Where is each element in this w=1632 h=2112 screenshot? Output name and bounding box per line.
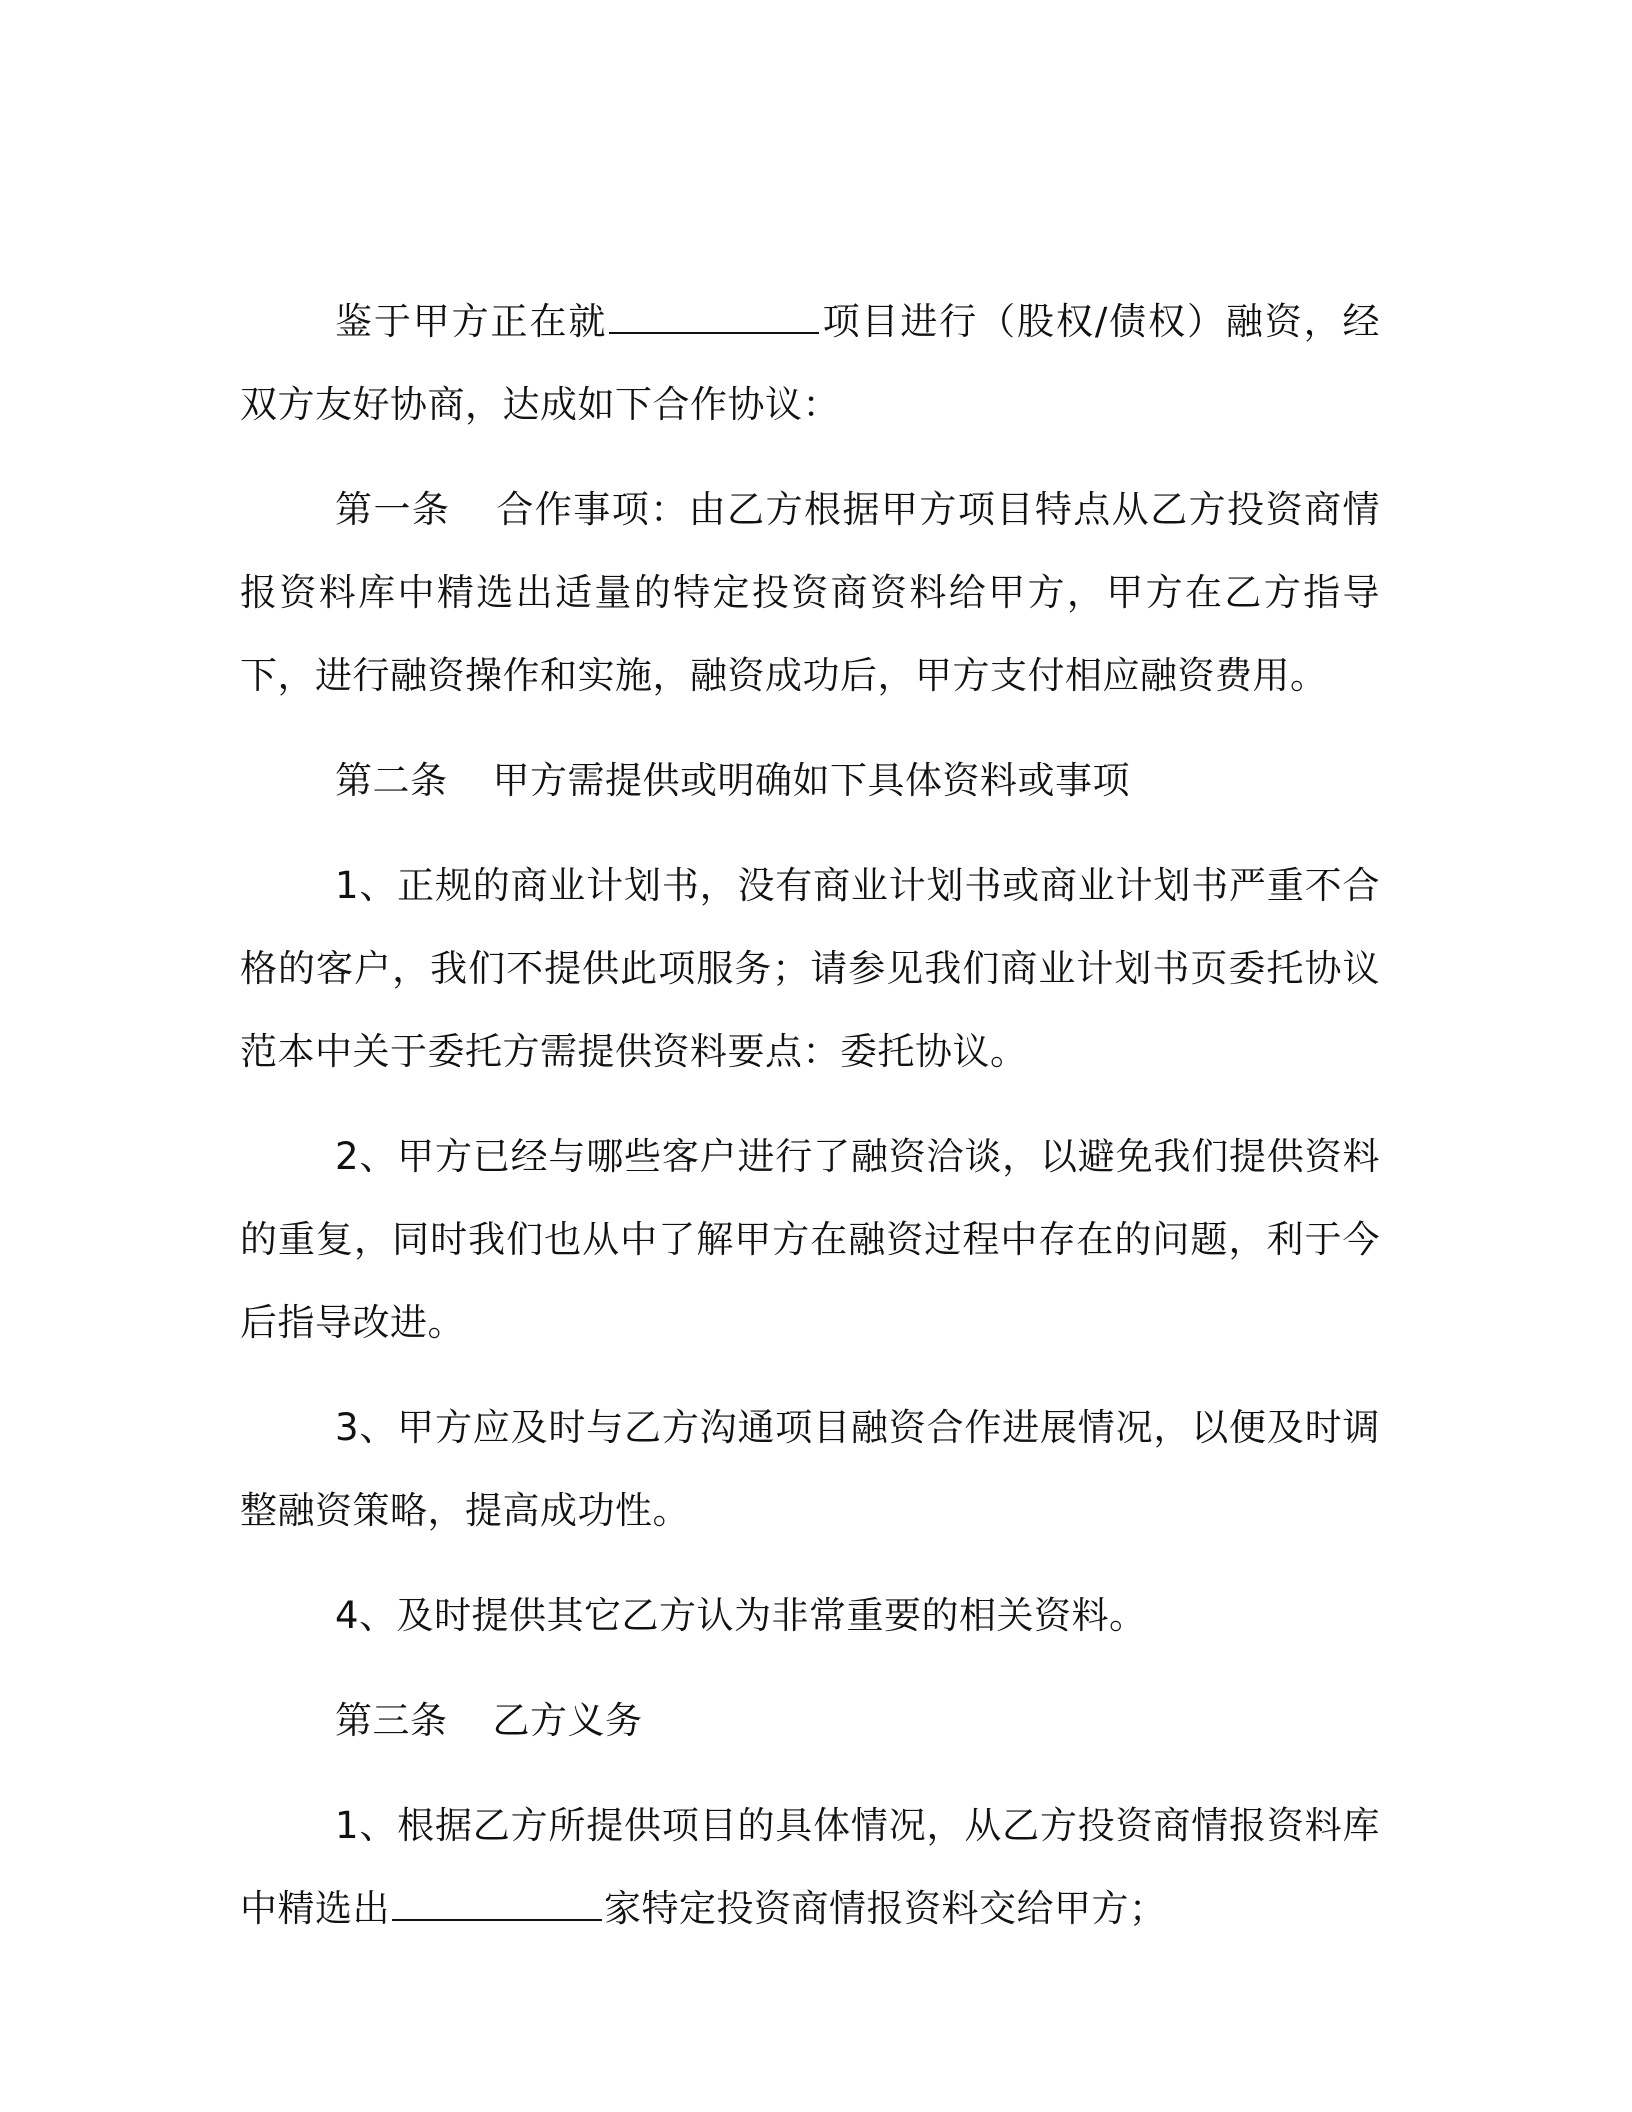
article-2-label: 第二条 [335, 759, 448, 802]
article-3-title: 乙方义务 [492, 1699, 643, 1742]
article-2-item-3: 3、甲方应及时与乙方沟通项目融资合作进展情况，以便及时调整融资策略，提高成功性。 [240, 1406, 1380, 1532]
article-3-item-1 [240, 1784, 1380, 1950]
article-1-text: 合作事项：由乙方根据甲方项目特点从乙方投资商情报资料库中精选出适量的特定投资商资料给甲方，甲方在乙方指导下，进行融资操作和实施，融资成功后，甲方支付相应融资费用。 [240, 488, 1381, 697]
intro-paragraph [240, 280, 1380, 446]
project-name-blank [609, 300, 819, 334]
article-2-item-1: 1、正规的商业计划书，没有商业计划书或商业计划书严重不合格的客户，我们不提供此项服务；请参见我们商业计划书页委托协议范本中关于委托方需提供资料要点：委托协议。 [240, 864, 1380, 1073]
article-3-item-1-before-blank: 1、根据乙方所提供项目的具体情况，从乙方投资商情报资料库中精选出 [240, 1804, 1380, 1930]
intro-before-blank: 鉴于甲方正在就 [335, 300, 608, 343]
article-1-label: 第一条 [335, 488, 451, 531]
investor-count-blank [392, 1887, 602, 1921]
intro-after-blank: 项目进行（股权/债权）融资，经双方友好协商，达成如下合作协议： [240, 300, 1381, 426]
article-2-heading [240, 739, 1380, 822]
article-3-label: 第三条 [335, 1699, 448, 1742]
article-2-item-4: 4、及时提供其它乙方认为非常重要的相关资料。 [335, 1594, 1147, 1637]
article-1-paragraph [240, 468, 1380, 717]
article-3-heading [240, 1679, 1380, 1762]
article-2-title: 甲方需提供或明确如下具体资料或事项 [492, 759, 1130, 802]
article-2-item-2: 2、甲方已经与哪些客户进行了融资洽谈，以避免我们提供资料的重复，同时我们也从中了解甲方在融资过程中存在的问题，利于今后指导改进。 [240, 1135, 1380, 1344]
article-3-item-1-after-blank: 家特定投资商情报资料交给甲方； [604, 1887, 1167, 1930]
document-body [240, 280, 1380, 1972]
